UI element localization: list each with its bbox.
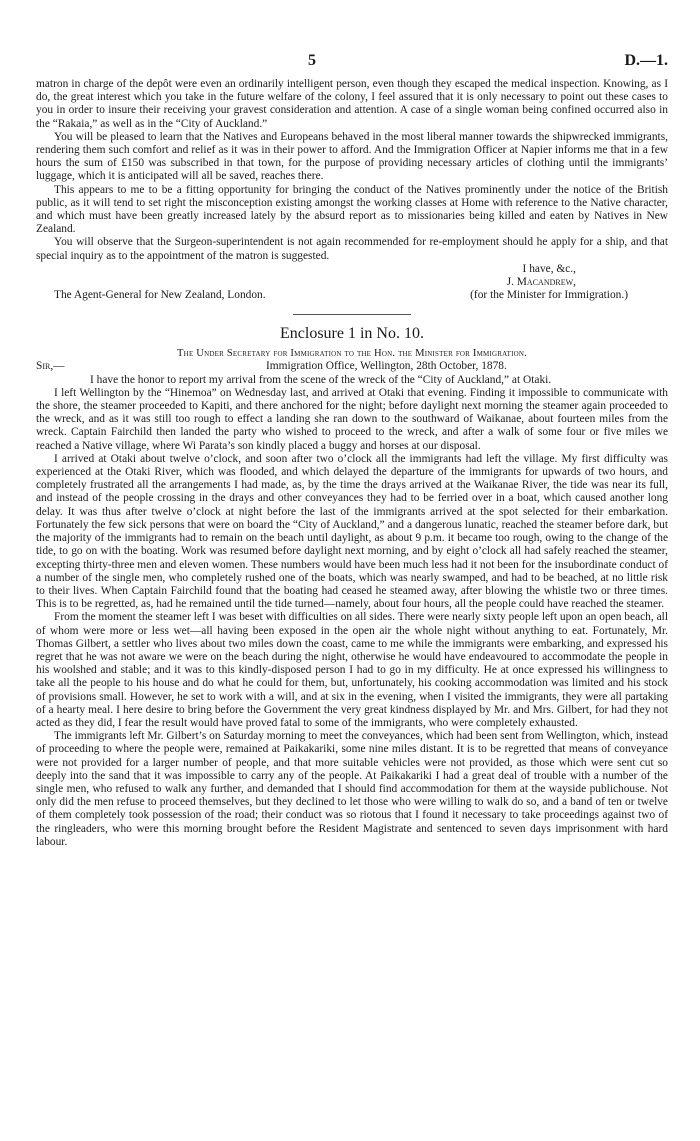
section-divider xyxy=(293,314,411,315)
page-header xyxy=(36,50,668,78)
signatory-name-text: J. Macandrew, xyxy=(506,276,576,289)
enclosure-paragraph: I left Wellington by the “Hinemoa” on Wednesday last, and arrived at Otaki that evening. Finding it impossible to communicate with the shore, the steamer proceeded to Kapiti, and there anchored for the night; before daylight next morning the steamer again proceeded to the wreck, and as it was still too rough to effect a landing she ran down to the southward of Waikanae, about fourteen miles from the wreck. Captain Fairchild then landed the party who wished to proceed to the wreck, and after a walk of some four or five miles we reached a Native village, where Wi Parata’s son kindly placed a buggy and horses at our disposal. xyxy=(36,386,668,452)
document-code: D.—1. xyxy=(624,52,668,69)
signatory-role: (for the Minister for Immigration.) xyxy=(470,289,628,302)
letter-paragraph: You will be pleased to learn that the Natives and Europeans behaved in the most liberal manner towards the shipwrecked immigrants, rendering them such comfort and relief as it was in their power to afford. And the Immigration Officer at Napier informs me that in a few hours the sum of £150 was subscribed in that town, for the purpose of providing necessary articles of clothing until the immigrants’ luggage, which it is anticipated will all be saved, reaches there. xyxy=(36,130,668,183)
letter-paragraph: You will observe that the Surgeon-superintendent is not again recommended for re-employment should he apply for a ship, and that special inquiry as to the appointment of the matron is suggested. xyxy=(36,236,668,262)
location-date: Immigration Office, Wellington, 28th October, 1878. xyxy=(266,360,507,373)
enclosure-paragraph: The immigrants left Mr. Gilbert’s on Saturday morning to meet the conveyances, which had been sent from Wellington, which, instead of proceeding to where the people were, remained at Paikakariki, some nine miles distant. It is to be regretted that means of conveyance were not provided for a larger number of people, and that more suitable vehicles were not provided, as those which were sent cut so deeply into the sand that it was impossible to carry any of the people. At Paikakariki I had a great deal of trouble with a number of the single men, who refused to walk any further, and demanded that I should find accommodation for them at the wayside publichouse. Not only did the men refuse to proceed themselves, but they declined to let those who were willing to walk do so, and a band of ten or twelve of them completely took possession of the road; their conduct was so riotous that I found it necessary to take proceedings against two of the ringleaders, who were this morning brought before the Resident Magistrate and sentenced to seven days imprisonment with hard labour. xyxy=(36,730,668,848)
address-line xyxy=(36,289,668,302)
enclosure-paragraph: I have the honor to report my arrival from the scene of the wreck of the “City of Auckland,” at Otaki. xyxy=(90,373,552,386)
document-page xyxy=(36,50,668,849)
enclosure-subtitle: The Under Secretary for Immigration to the Hon. the Minister for Immigration. xyxy=(177,348,527,360)
letter-paragraph: This appears to me to be a fitting opportunity for bringing the conduct of the Natives prominently under the notice of the British public, as it will tend to set right the misconception existing amongst the working classes at Home with reference to the Native character, and which must have been greatly increased lately by the absurd report as to missionaries being killed and eaten by Natives in New Zealand. xyxy=(36,183,668,236)
letter-body xyxy=(36,78,668,263)
enclosure-title: Enclosure 1 in No. 10. xyxy=(280,325,424,343)
salutation: Sir,— xyxy=(36,360,65,373)
enclosure-paragraph: I arrived at Otaki about twelve o’clock, and soon after two o’clock all the immigrants had left the village. My first difficulty was experienced at the Otaki River, which was flooded, and which delayed the departure of the immigrants for upwards of two hours, and completely frustrated all the arrangements I had made, as, by the time the drays arrived at the Waikanae River, the tide was near its full, and instead of the people crossing in the drays and other conveyances they had to be ferried over in a boat, which caused another long delay. It was thus after twelve o’clock at night before the last of the immigrants arrived at the spot selected for their embarkation. Fortunately the few sick persons that were on board the “City of Auckland,” and a dangerous lunatic, reached the steamer before dark, but the majority of the immigrants had to remain on the beach until daylight, as about 9 p.m. it became too rough, owing to the change of the tide, to go on with the boating. Work was resumed before daylight next morning, and by eight o’clock all had safely reached the steamer, excepting thirty-three men and eleven women. These numbers would have been much less had it not been for the insubordinate conduct of a number of the single men, who completely rushed one of the boats, which was nearly swamped, and had to be beached, at no little risk to their lives. When Captain Fairchild found that the boating had ceased he steamed away, after blowing the whistle two or three times. This is to be regretted, as, had he remained until the tide turned—namely, about four hours, all the people could have reached the steamer. xyxy=(36,452,668,611)
letter-paragraph: matron in charge of the depôt were even an ordinarily intelligent person, even though they escaped the medical inspection. Knowing, as I do, the great interest which you take in the future welfare of the colony, I feel assured that it is only necessary to point out these cases to you in order to insure their receiving your gravest consideration and attention. A case of a single woman being confined occurred also in the “Rakaia,” as well as in the “City of Auckland.” xyxy=(36,78,668,130)
page-number: 5 xyxy=(308,52,316,69)
addressee: The Agent-General for New Zealand, London. xyxy=(54,289,266,302)
signatory-name xyxy=(36,276,668,289)
closing-phrase: I have, &c., xyxy=(522,262,576,275)
enclosure-body xyxy=(36,374,668,849)
enclosure-paragraph: From the moment the steamer left I was beset with difficulties on all sides. There were nearly sixty people left upon an open beach, all of whom were more or less wet—all having been exposed in the open air the whole night without anything to eat. Fortunately, Mr. Thomas Gilbert, a settler who lives about two miles down the coast, came to me while the immigrants were embarking, and expressed his regret that he was not aware we were on the beach during the night, otherwise he would have endeavoured to accommodate the people in his woolshed and stable; and it was to this kindly-disposed person I had to go in my difficulty. He at once expressed his willingness to take all the people to his house and do what he could for them, but, unfortunately, his cooking accommodation was limited and his stock of provisions small. However, he set to work with a will, and at six in the evening, when I visited the immigrants, they were all partaking of a hearty meal. I here desire to bring before the Government the very great kindness displayed by Mr. and Mrs. Gilbert, for had they not acted as they did, I fear the result would have proved fatal to some of the immigrants, who were completely exhausted. xyxy=(36,611,668,729)
salutation-row xyxy=(36,360,668,373)
